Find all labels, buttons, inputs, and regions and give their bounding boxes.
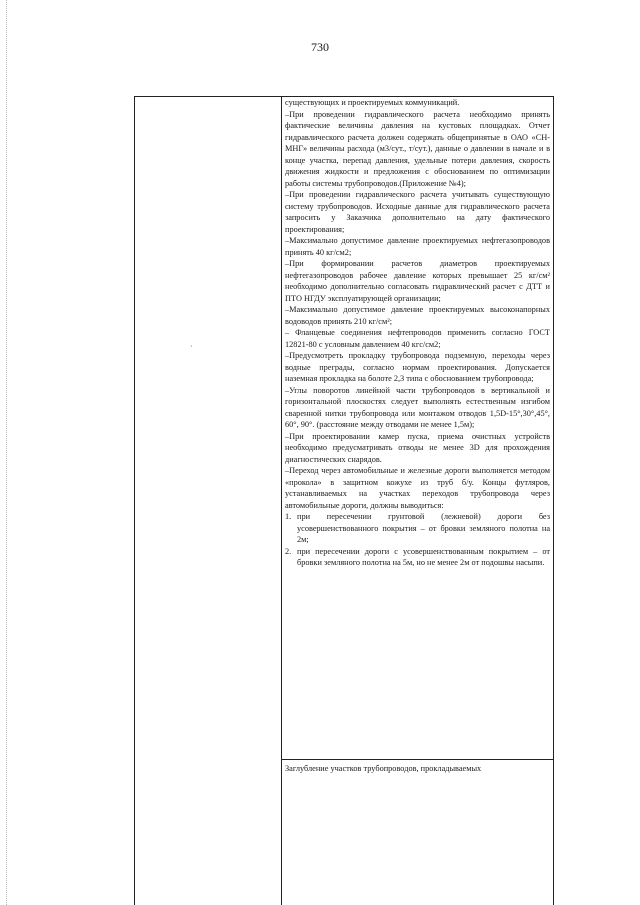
paragraph-pipeline-depth: Заглубление участков трубопроводов, прокладываемых — [285, 764, 482, 773]
cell-divider — [281, 759, 554, 760]
table-right-border — [553, 96, 554, 905]
paragraph-road-crossing: –Переход через автомобильные и железные дороги выполняется методом «прокола» в защитном кожухе из труб б/у. Концы футляров, устанавливаемых на участках переходов трубопровода через автомобильные дороги, должны выводиться: — [285, 466, 550, 510]
binding-margin-line — [6, 0, 8, 905]
list-item-number: 2. — [285, 546, 292, 556]
table-left-cell — [134, 96, 281, 905]
table-right-cell — [285, 97, 550, 569]
requirements-table — [134, 96, 554, 905]
paragraph-existing-communications: существующих и проектируемых коммуникаций. — [285, 98, 460, 107]
page-number: 730 — [311, 40, 329, 54]
list-item-text: при пересечении грунтовой (лежневой) дороги без усовершенствованного покрытия – от бровки земляного полотна на 2м; — [297, 512, 550, 544]
table-column-divider — [281, 96, 282, 905]
list-item — [285, 511, 550, 546]
list-item-number: 1. — [285, 512, 292, 521]
paragraph-turn-angles: –Углы поворотов линейной части трубопроводов в вертикальной и горизонтальной плоскостях следует выполнять естественным изгибом сваренной нитки трубопровода или монтажом отводов 1,5D-15°,30°,45°, 60°, 90°. (расстояние между отводами не менее 1,5м); — [285, 385, 550, 429]
paragraph-launch-chambers: –При проектировании камер пуска, приема очистных устройств необходимо предусматривать отводы не менее 3D для прохождения диагностических снарядов. — [285, 431, 550, 464]
paragraph-underground-laying: –Предусмотреть прокладку трубопровода подземную, переходы через водные преграды, согласно нормам проектирования. Допускается наземная прокладка на болоте 2,3 типа с обоснованием трубопровода; — [285, 351, 550, 383]
paragraph-max-water-pressure: –Максимально допустимое давление проектируемых высоконапорных водоводов принять 210 кг/см²; — [285, 305, 550, 326]
table-next-cell — [285, 763, 550, 775]
paragraph-max-oil-gas-pressure: –Максимально допустимое давление проектируемых нефтегазопроводов принять 40 кг/см2; — [285, 236, 550, 257]
paragraph-flange-connections: – Фланцевые соединения нефтепроводов применить согласно ГОСТ 12821-80 с условным давлением 40 кгс/см2; — [285, 328, 550, 349]
paragraph-diameter-calculation: –При формировании расчетов диаметров проектируемых нефтегазопроводов рабочее давление которых превышает 25 кг/см² необходимо дополнительно согласовать гидравлический расчет с ДТТ и ПТО НГДУ эксплуатирующей организации; — [285, 259, 550, 303]
list-item-text: при пересечении дороги с усовершенствованным покрытием – от бровки земляного полотна на 5м, но не менее 2м от подошвы насыпи. — [297, 546, 550, 567]
list-item — [285, 546, 550, 569]
stray-mark: · — [190, 342, 193, 351]
paragraph-hydraulic-pressure: –При проведении гидравлического расчета необходимо принять фактические величины давления на кустовых площадках. Отчет гидравлического расчета должен содержать общепринятые в ОАО «СН-МНГ» величины расхода (м3/сут., т/сут.), данные о давлении в начале и в конце участка, перепад давления, удельные потери давления, скорость движения жидкости и предложения с обоснованием по оптимизации работы системы трубопроводов.(Приложение №4); — [285, 109, 550, 188]
paragraph-existing-system: –При проведении гидравлического расчета учитывать существующую систему трубопроводов. Исходные данные для гидравлического расчета запросить у Заказчика дополнительно на дату фактического проектирования; — [285, 190, 550, 234]
